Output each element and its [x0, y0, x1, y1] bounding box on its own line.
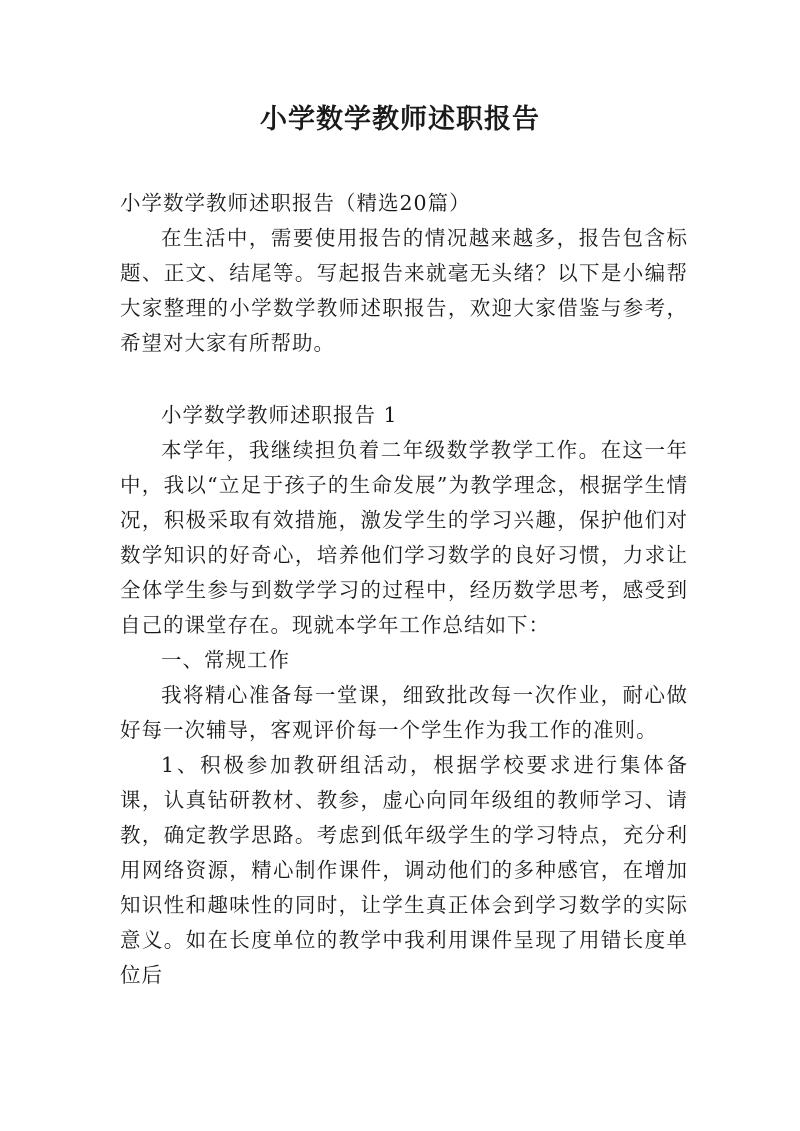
- paragraph-spacer: [120, 361, 688, 398]
- body-paragraph-1: 本学年，我继续担负着二年级数学教学工作。在这一年中，我以“立足于孩子的生命发展”为教学理念，根据学生情况，积极采取有效措施，激发学生的学习兴趣，保护他们对数学知识的好奇心，培养他们学习数学的良好习惯，力求让全体学生参与到数学学习的过程中，经历数学思考，感受到自己的课堂存在。现就本学年工作总结如下：: [120, 438, 688, 637]
- section-title: 小学数学教师述职报告 1: [161, 403, 398, 427]
- document-subtitle: 小学数学教师述职报告（精选20篇）: [120, 191, 471, 215]
- section-heading-routine-work: 一、常规工作: [161, 648, 290, 672]
- intro-paragraph: 在生活中，需要使用报告的情况越来越多，报告包含标题、正文、结尾等。写起报告来就毫无头绪？以下是小编帮大家整理的小学数学教师述职报告，欢迎大家借鉴与参考，希望对大家有所帮助。: [120, 226, 688, 355]
- document-body: [120, 186, 688, 993]
- body-paragraph-2: 我将精心准备每一堂课，细致批改每一次作业，耐心做好每一次辅导，客观评价每一个学生作为我工作的准则。: [120, 683, 688, 742]
- body-paragraph-3: 1、积极参加教研组活动，根据学校要求进行集体备课，认真钻研教材、教参，虚心向同年级组的教师学习、请教，确定教学思路。考虑到低年级学生的学习特点，充分利用网络资源，精心制作课件，调动他们的多种感官，在增加知识性和趣味性的同时，让学生真正体会到学习数学的实际意义。如在长度单位的教学中我利用课件呈现了用错长度单位后: [120, 753, 688, 987]
- document-title: 小学数学教师述职报告: [260, 104, 540, 135]
